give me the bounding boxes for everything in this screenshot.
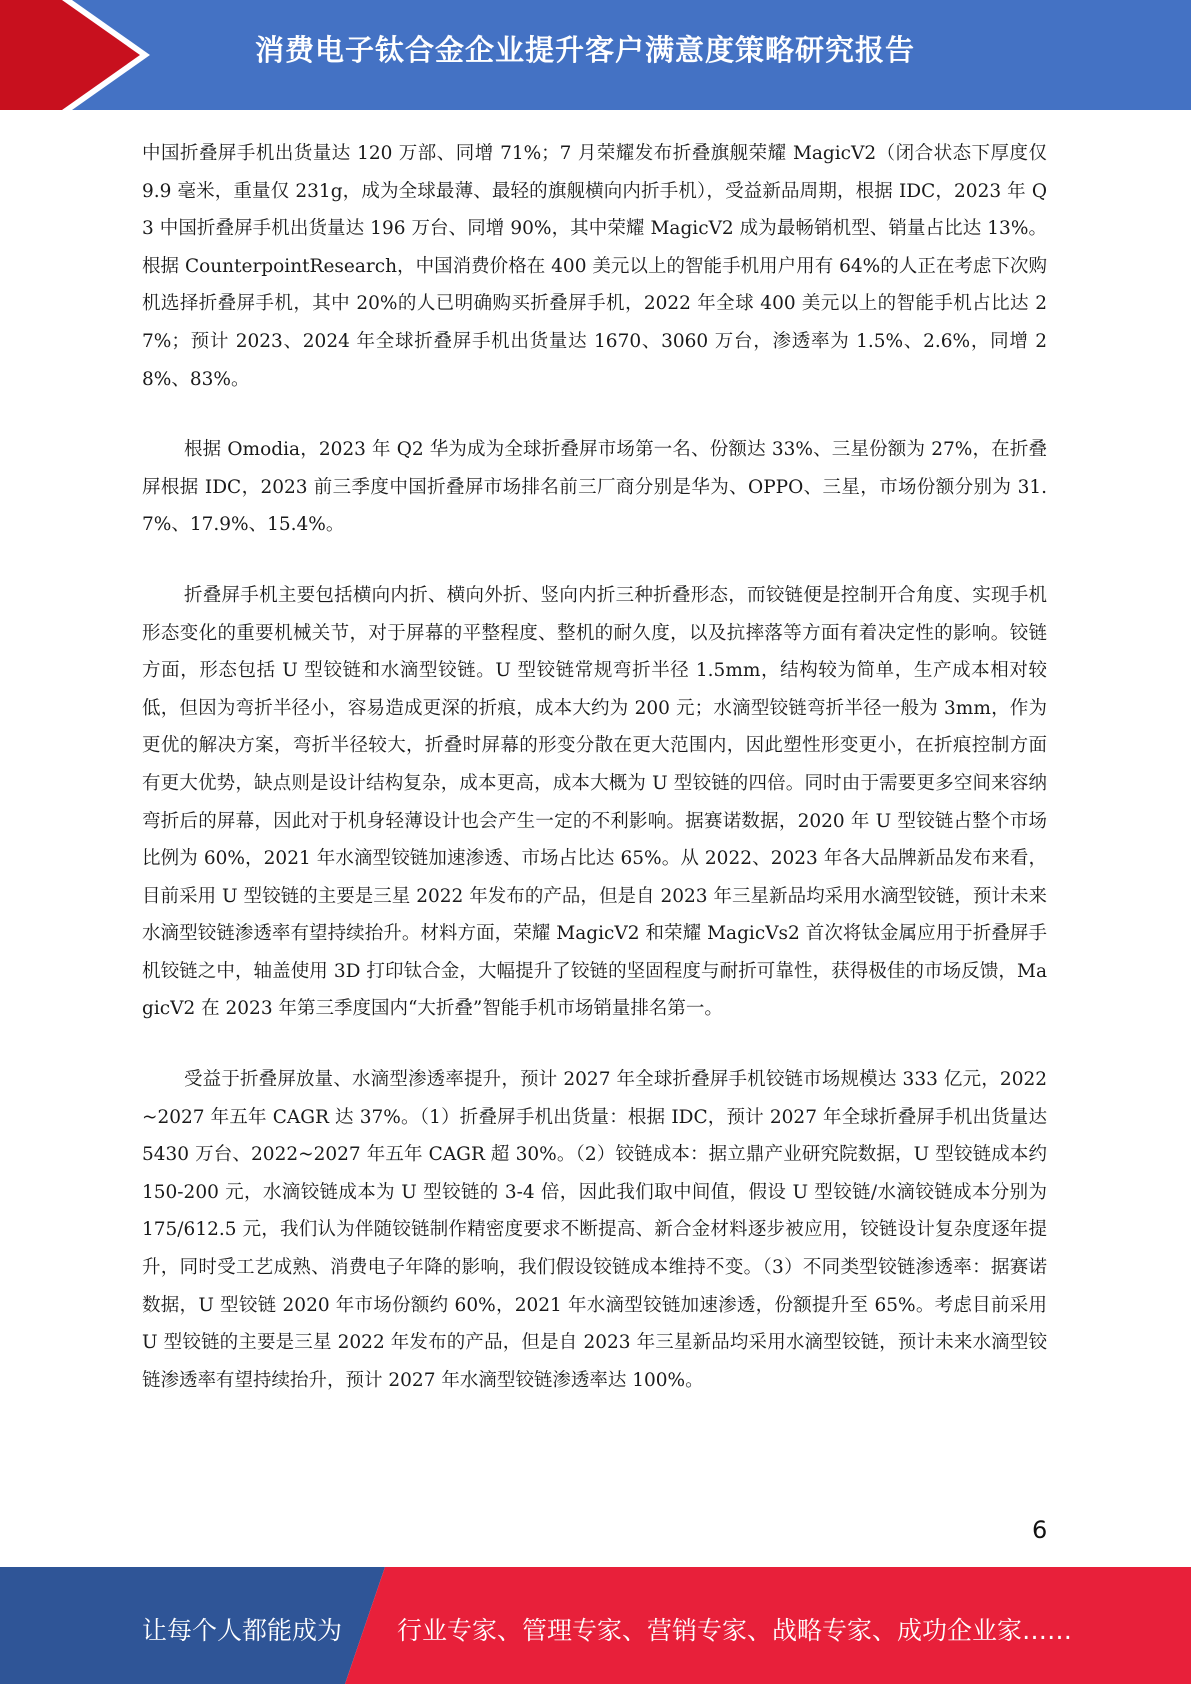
paragraph-2: 根据 Omodia，2023 年 Q2 华为成为全球折叠屏市场第一名、份额达 33%、三星份额为 27%，在折叠屏根据 IDC，2023 前三季度中国折叠屏市场排名前三厂商分别是华为、OPPO、三星，市场份额分别为 31.7%、17.9%、15.4%。	[142, 439, 1048, 536]
report-title: 消费电子钛合金企业提升客户满意度策略研究报告	[255, 33, 916, 67]
page-number: 6	[1032, 1516, 1048, 1544]
footer-slogan-right: 行业专家、管理专家、营销专家、战略专家、成功企业家……	[397, 1616, 1073, 1645]
page-footer	[0, 1567, 1191, 1684]
paragraph-3: 折叠屏手机主要包括横向内折、横向外折、竖向内折三种折叠形态，而铰链便是控制开合角度、实现手机形态变化的重要机械关节，对于屏幕的平整程度、整机的耐久度，以及抗摔落等方面有着决定性的影响。铰链方面，形态包括 U 型铰链和水滴型铰链。U 型铰链常规弯折半径 1.5mm，结构较为简单，生产成本相对较低，但因为弯折半径小，容易造成更深的折痕，成本大约为 200 元；水滴型铰链弯折半径一般为 3mm，作为更优的解决方案，弯折半径较大，折叠时屏幕的形变分散在更大范围内，因此塑性形变更小，在折痕控制方面有更大优势，缺点则是设计结构复杂，成本更高，成本大概为 U 型铰链的四倍。同时由于需要更多空间来容纳弯折后的屏幕，因此对于机身轻薄设计也会产生一定的不利影响。据赛诺数据，2020 年 U 型铰链占整个市场比例为 60%，2021 年水滴型铰链加速渗透、市场占比达 65%。从 2022、2023 年各大品牌新品发布来看，目前采用 U 型铰链的主要是三星 2022 年发布的产品，但是自 2023 年三星新品均采用水滴型铰链，预计未来水滴型铰链渗透率有望持续抬升。材料方面，荣耀 MagicV2 和荣耀 MagicVs2 首次将钛金属应用于折叠屏手机铰链之中，轴盖使用 3D 打印钛合金，大幅提升了铰链的坚固程度与耐折可靠性，获得极佳的市场反馈，MagicV2 在 2023 年第三季度国内“大折叠”智能手机市场销量排名第一。	[142, 584, 1047, 1020]
footer-slogan-left: 让每个人都能成为	[142, 1616, 343, 1645]
paragraph-4: 受益于折叠屏放量、水滴型渗透率提升，预计 2027 年全球折叠屏手机铰链市场规模达 333 亿元，2022~2027 年五年 CAGR 达 37%。（1）折叠屏手机出货量：根据 IDC，预计 2027 年全球折叠屏手机出货量达 5430 万台、2022~2027 年五年 CAGR 超 30%。（2）铰链成本：据立鼎产业研究院数据，U 型铰链成本约 150-200 元，水滴铰链成本为 U 型铰链的 3-4 倍，因此我们取中间值，假设 U 型铰链/水滴铰链成本分别为 175/612.5 元，我们认为伴随铰链制作精密度要求不断提高、新合金材料逐步被应用，铰链设计复杂度逐年提升，同时受工艺成熟、消费电子年降的影响，我们假设铰链成本维持不变。（3）不同类型铰链渗透率：据赛诺数据，U 型铰链 2020 年市场份额约 60%，2021 年水滴型铰链加速渗透，份额提升至 65%。考虑目前采用 U 型铰链的主要是三星 2022 年发布的产品，但是自 2023 年三星新品均采用水滴型铰链，预计未来水滴型铰链渗透率有望持续抬升，预计 2027 年水滴型铰链渗透率达 100%。	[142, 1069, 1047, 1391]
page-header	[0, 0, 1191, 110]
paragraph-1: 中国折叠屏手机出货量达 120 万部、同增 71%；7 月荣耀发布折叠旗舰荣耀 MagicV2（闭合状态下厚度仅 9.9 毫米，重量仅 231g，成为全球最薄、最轻的旗舰横向内折手机），受益新品周期，根据 IDC，2023 年 Q3 中国折叠屏手机出货量达 196 万台、同增 90%，其中荣耀 MagicV2 成为最畅销机型、销量占比达 13%。根据 CounterpointResearch，中国消费价格在 400 美元以上的智能手机用户用有 64%的人正在考虑下次购机选择折叠屏手机，其中 20%的人已明确购买折叠屏手机，2022 年全球 400 美元以上的智能手机占比达 27%；预计 2023、2024 年全球折叠屏手机出货量达 1670、3060 万台，渗透率为 1.5%、2.6%，同增 28%、83%。	[142, 143, 1047, 390]
body-content	[142, 135, 1047, 1432]
